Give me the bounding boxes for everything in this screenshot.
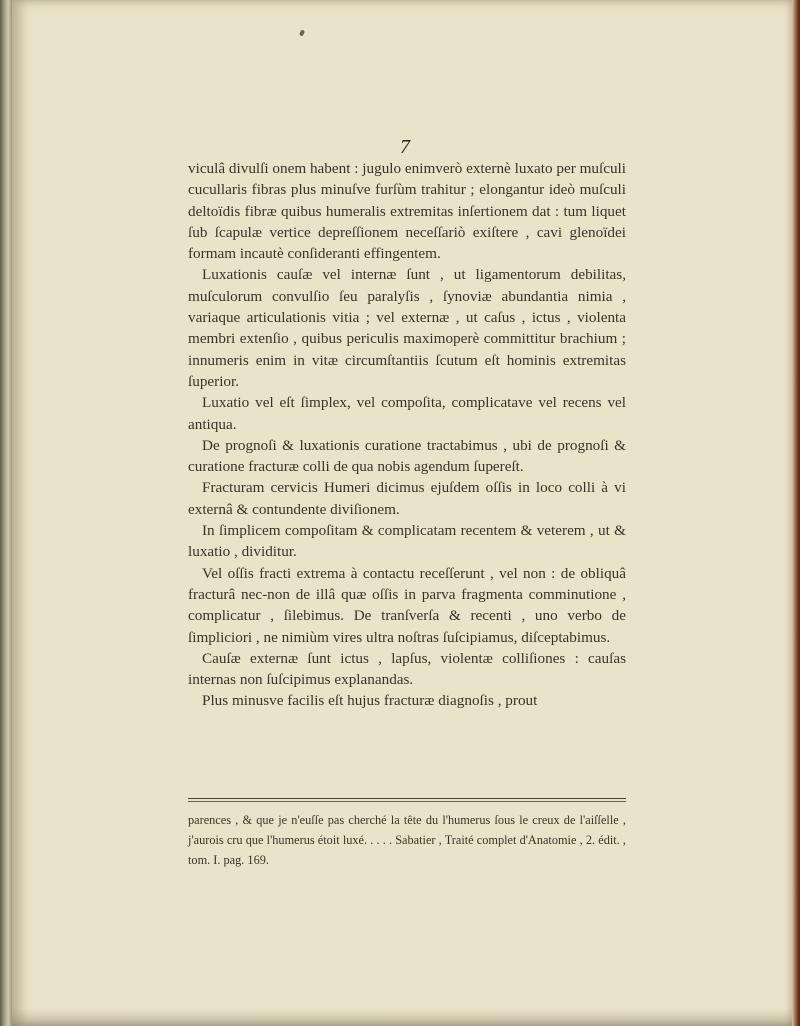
body-text [188,158,626,712]
footnote-divider-secondary [188,801,626,802]
paragraph: Vel oſſis fracti extrema à contactu receſſerunt , vel non : de obliquâ fracturâ nec-non de illâ quæ oſſis in parva fragmenta comminutione , complicatur , ſilebimus. De tranſverſa & recenti , uno verbo de ſimpliciori , ne nimiùm vires ultra noſtras ſuſcipiamus, diſceptabimus. [188,564,626,646]
paragraph: Plus minusve facilis eſt hujus fracturæ diagnoſis , prout [202,692,538,710]
paragraph: viculâ divulſi onem habent : jugulo enimverò externè luxato per muſculi cucullaris fibras plus minuſve furſùm trahitur ; elongantur ideò muſculi deltoïdis fibræ quibus humeralis extremitas inſertionem dat : tum liquet ſub ſcapulæ vertice depreſſionem neceſſariò exiſtere , cavi glenoïdei formam incautè conſideranti effingentem. [188,160,626,263]
page-bottom-shadow [12,1008,792,1026]
page-edge [792,0,800,1026]
paragraph: Cauſæ externæ ſunt ictus , lapſus, violentæ colliſiones : cauſas internas non ſuſcipimus explanandas. [188,649,626,689]
page-number: 7 [400,136,410,158]
footnote: parences , & que je n'euſſe pas cherché la tête du l'humerus ſous le creux de l'aiſſelle , j'aurois cru que l'humerus étoit luxé. . . . . Sabatier , Traité complet d'Anatomie , 2. édit. , tom. I. pag. 169. [188,813,626,867]
paragraph: In ſimplicem compoſitam & complicatam recentem & veterem , ut & luxatio , dividitur. [188,522,626,561]
paragraph: Luxatio vel eſt ſimplex, vel compoſita, complicatave vel recens vel antiqua. [188,394,626,433]
book-spine [0,0,12,1026]
paragraph: De prognoſi & luxationis curatione tractabimus , ubi de prognoſi & curatione fracturæ colli de qua nobis agendum ſupereſt. [188,436,626,476]
footnote-divider [188,798,626,799]
paragraph: Luxationis cauſæ vel internæ ſunt , ut ligamentorum debilitas, muſculorum convulſio ſeu paralyſis , ſynoviæ abundantia nimia , variaque articulationis vitia ; vel externæ , ut caſus , ictus , violenta membri extenſio , quibus periculis maximoperè committitur brachium ; innumeris enim in vitæ circumſtantiis ſcutum eſt hominis extremitas ſuperior. [188,266,626,390]
paragraph: Fracturam cervicis Humeri dicimus ejuſdem oſſis in loco colli à vi externâ & contundente diviſionem. [188,479,626,518]
